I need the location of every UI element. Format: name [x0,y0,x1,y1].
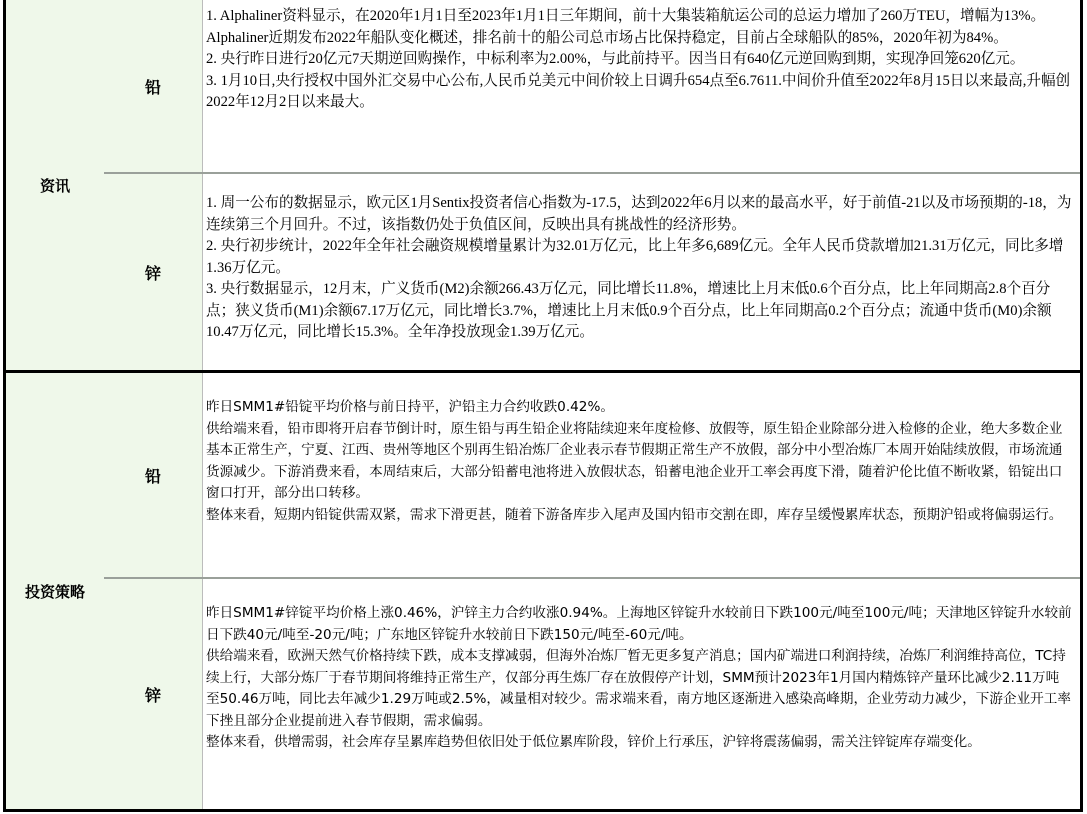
paragraph: 3. 1月10日,央行授权中国外汇交易中心公布,人民币兑美元中间价较上日调升654点至6.7611.中间价升值至2022年8月15日以来最高,升幅创2022年12月2日以来最大。 [206,72,1071,110]
paragraph: 供给端来看，铅市即将开启春节倒计时，原生铅与再生铅企业将陆续迎来年度检修、放假等，原生铅企业除部分进入检修的企业，绝大多数企业基本正常生产，宁夏、江西、贵州等地区个别再生铅冶炼厂企业表示春节假期正常生产不放假，部分中小型冶炼厂本周开始陆续放假，市场流通货源减少。下游消费来看，本周结束后，大部分铅蓄电池将进入放假状态，铅蓄电池企业开工率会再度下滑，随着沪伦比值不断收紧，铅锭出口窗口打开，部分出口转移。 [206,420,1063,501]
paragraph: 供给端来看，欧洲天然气价格持续下跌，成本支撑减弱，但海外冶炼厂暂无更多复产消息；国内矿端进口利润持续，冶炼厂利润维持高位，TC持续上行，大部分炼厂于春节期间将维持正常生产，仅部分再生炼厂存在放假停产计划，SMM预计2023年1月国内精炼锌产量环比减少2.11万吨至50.46万吨，同比去年减少1.29万吨或2.5%，减量相对较少。需求端来看，南方地区逐渐进入感染高峰期，企业劳动力减少，下游企业开工率下挫且部分企业提前进入春节假期，需求偏弱。 [206,648,1071,729]
lead-news-content [202,6,1078,172]
section-label-strategy: 投资策略 [6,373,104,809]
paragraph: 2. 央行昨日进行20亿元7天期逆回购操作，中标利率为2.00%，与此前持平。因当日有640亿元逆回购到期，实现净回笼620亿元。 [206,51,1025,67]
paragraph: 1. Alphaliner资料显示，在2020年1月1日至2023年1月1日三年期间，前十大集装箱航运公司的总运力增加了260万TEU，增幅为13%。Alphaliner近期发布2022年船队变化概述，排名前十的船公司总市场占比保持稳定，目前占全球船队的85%，2020年初为84%。 [206,8,1046,46]
paragraph: 1. 周一公布的数据显示，欧元区1月Sentix投资者信心指数为-17.5，达到2022年6月以来的最高水平，好于前值-21以及市场预期的-18，为连续第三个月回升。不过，该指数仍处于负值区间，反映出具有挑战性的经济形势。 [206,195,1072,233]
lead-strategy-content [202,397,1078,572]
subsection-label-zinc-news: 锌 [104,174,202,370]
paragraph: 3. 央行数据显示，12月末，广义货币(M2)余额266.43万亿元，同比增长11.8%，增速比上月末低0.6个百分点，比上年同期高2.8个百分点；狭义货币(M1)余额67.17万亿元，同比增长3.7%，增速比上月末低0.9个百分点，比上年同期高0.2个百分点；流通中货币(M0)余额10.47万亿元，同比增长15.3%。全年净投放现金1.39万亿元。 [206,281,1052,340]
row-divider [104,172,1080,174]
paragraph: 整体来看，短期内铅锭供需双紧，需求下滑更甚，随着下游备库步入尾声及国内铅市交割在即，库存呈缓慢累库状态，预期沪铅或将偏弱运行。 [206,506,1063,523]
section-label-news: 资讯 [6,0,104,370]
zinc-strategy-content [202,603,1078,803]
subsection-label-lead-strategy: 铅 [104,373,202,577]
paragraph: 昨日SMM1#铅锭平均价格与前日持平，沪铅主力合约收跌0.42%。 [206,399,614,415]
row-divider [104,577,1080,579]
subsection-label-zinc-strategy: 锌 [104,579,202,809]
subsection-label-lead-news: 铅 [104,0,202,172]
paragraph: 昨日SMM1#锌锭平均价格上涨0.46%，沪锌主力合约收涨0.94%。上海地区锌锭升水较前日下跌100元/吨至100元/吨；天津地区锌锭升水较前日下跌40元/吨至-20元/吨；广东地区锌锭升水较前日下跌150元/吨至-60元/吨。 [206,605,1072,643]
zinc-news-content [202,193,1078,363]
paragraph: 整体来看，供增需弱，社会库存呈累库趋势但依旧处于低位累库阶段，锌价上行承压，沪锌将震荡偏弱，需关注锌锭库存端变化。 [206,734,981,750]
paragraph: 2. 央行初步统计，2022年全年社会融资规模增量累计为32.01万亿元，比上年多6,689亿元。全年人民币贷款增加21.31万亿元，同比多增1.36万亿元。 [206,238,1064,276]
